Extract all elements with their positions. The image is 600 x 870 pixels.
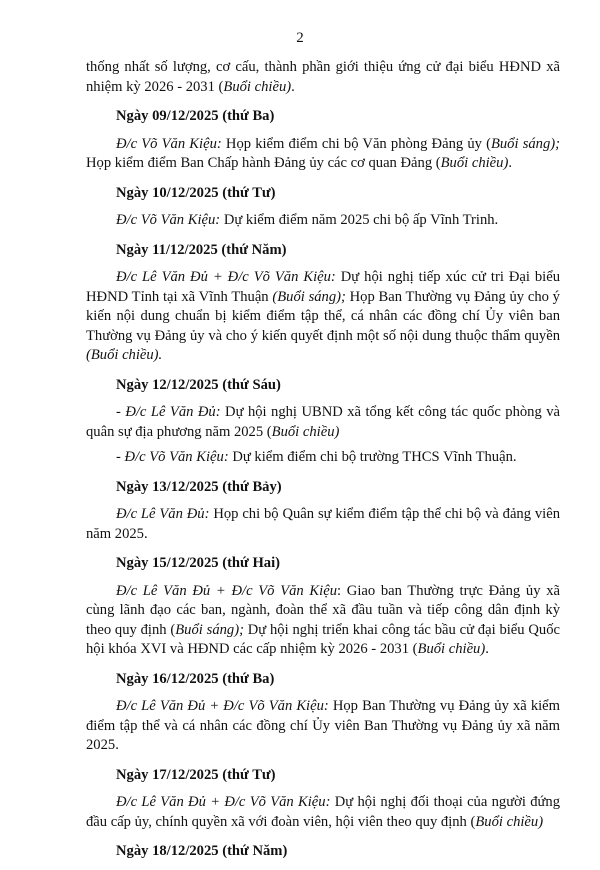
schedule-day — [86, 478, 560, 545]
day-activity — [86, 505, 560, 544]
activity-text: Dự hội nghị triển khai công tác bầu cử đại biểu Quốc hội khóa XVI và HĐND các cấp nhiệm kỳ 2026 - 2031 ( — [86, 621, 560, 657]
day-heading: Ngày 18/12/2025 (thứ Năm) — [116, 843, 288, 859]
activity-text: Họp kiểm điểm chi bộ Văn phòng Đảng ủy ( — [221, 135, 491, 152]
activity-text: - — [116, 449, 125, 465]
activity-emphasis: (Buổi sáng); — [272, 288, 346, 305]
schedule-entries — [86, 107, 560, 862]
activity-emphasis: Đ/c Võ Văn Kiệu: — [124, 449, 229, 465]
day-heading: Ngày 15/12/2025 (thứ Hai) — [116, 555, 281, 571]
activity-text: Họp chi bộ Quân sự kiểm điểm tập thể chi bộ và đảng viên năm 2025. — [86, 506, 560, 542]
activity-emphasis: Buổi chiều) — [271, 423, 340, 440]
schedule-day — [86, 107, 560, 174]
day-heading: Ngày 10/12/2025 (thứ Tư) — [116, 184, 276, 201]
activity-text: . — [508, 155, 512, 171]
day-heading: Ngày 11/12/2025 (thứ Năm) — [116, 241, 287, 258]
day-heading: Ngày 17/12/2025 (thứ Tư) — [116, 766, 276, 783]
schedule-day — [86, 376, 560, 468]
activity-text: Họp kiểm điểm Ban Chấp hành Đảng ủy các cơ quan Đảng ( — [86, 155, 441, 171]
day-heading: Ngày 16/12/2025 (thứ Ba) — [116, 670, 275, 687]
day-heading: Ngày 09/12/2025 (thứ Ba) — [116, 108, 275, 124]
activity-text: Dự kiểm điểm năm 2025 chi bộ ấp Vĩnh Trinh. — [220, 212, 499, 228]
day-activity — [86, 403, 560, 442]
activity-text: . — [485, 641, 489, 657]
day-activity — [86, 268, 560, 366]
activity-emphasis: (Buổi chiều). — [86, 347, 163, 363]
activity-emphasis: Buổi chiều) — [417, 641, 486, 657]
day-activity — [86, 697, 560, 756]
activity-emphasis: Đ/c Lê Văn Đủ + Đ/c Võ Văn Kiệu: — [116, 269, 336, 285]
activity-text: - — [116, 404, 126, 420]
schedule-day — [86, 670, 560, 756]
schedule-day — [86, 184, 560, 231]
activity-emphasis: Đ/c Lê Văn Đủ: — [125, 404, 221, 420]
intro-paragraph — [86, 58, 560, 97]
schedule-day — [86, 842, 560, 862]
activity-emphasis: Đ/c Lê Văn Đủ + Đ/c Võ Văn Kiệu: — [116, 794, 331, 810]
activity-emphasis: Buổi sáng); — [490, 135, 560, 152]
activity-text: : Giao ban Thường trực Đảng ủy xã cùng lãnh đạo các ban, ngành, đoàn thể xã đầu tuần và tiếp công dân định kỳ theo quy định ( — [86, 582, 560, 638]
day-activity — [86, 793, 560, 832]
activity-text: Dự hội nghị đối thoại của người đứng đầu cấp ủy, chính quyền xã với đoàn viên, hội viên theo quy định ( — [86, 794, 560, 830]
day-heading: Ngày 13/12/2025 (thứ Bảy) — [116, 478, 282, 495]
activity-emphasis: Đ/c Lê Văn Đủ + Đ/c Võ Văn Kiệu — [116, 582, 337, 599]
day-heading: Ngày 12/12/2025 (thứ Sáu) — [116, 376, 281, 393]
schedule-day — [86, 766, 560, 833]
document-body — [86, 58, 560, 870]
activity-text: Họp Ban Thường vụ Đảng ủy xã kiểm điểm tập thể và cá nhân các đồng chí Ủy viên Ban Thường vụ Đảng ủy xã năm 2025. — [86, 698, 561, 753]
schedule-day — [86, 554, 560, 660]
activity-text: Dự hội nghị UBND xã tổng kết công tác quốc phòng và quân sự địa phương năm 2025 ( — [86, 404, 560, 440]
activity-emphasis: Buổi chiều) — [475, 813, 544, 830]
day-activity — [86, 211, 560, 231]
activity-emphasis: Buổi chiều) — [440, 155, 509, 171]
page-number: 2 — [296, 30, 304, 46]
day-activity — [86, 135, 560, 174]
activity-text: Dự kiểm điểm chi bộ trường THCS Vĩnh Thuận. — [228, 449, 517, 465]
activity-text: Dự hội nghị tiếp xúc cử tri Đại biểu HĐND Tỉnh tại xã Vĩnh Thuận — [86, 269, 560, 305]
activity-emphasis: Đ/c Võ Văn Kiệu: — [116, 135, 222, 152]
schedule-day — [86, 241, 560, 366]
day-activity — [86, 582, 560, 660]
intro-text: thống nhất số lượng, cơ cấu, thành phần giới thiệu ứng cử đại biểu HĐND xã nhiệm kỳ 2026 - 2031 ( — [86, 59, 560, 95]
intro-session: Buổi chiều) — [223, 78, 292, 95]
day-activity — [86, 448, 560, 468]
activity-emphasis: Đ/c Lê Văn Đủ: — [116, 506, 210, 522]
activity-emphasis: Đ/c Lê Văn Đủ + Đ/c Võ Văn Kiệu: — [116, 698, 329, 714]
activity-emphasis: Đ/c Võ Văn Kiệu: — [116, 212, 221, 228]
activity-text: Họp Ban Thường vụ Đảng ủy cho ý kiến nội dung chuẩn bị kiểm điểm tập thể, cá nhân các đồng chí Ủy viên ban Thường vụ Đảng ủy và cho ý kiến quyết định một số nội dung thuộc thẩm quyền — [86, 288, 560, 344]
intro-tail: . — [291, 78, 295, 95]
activity-emphasis: Buổi sáng); — [175, 621, 244, 638]
